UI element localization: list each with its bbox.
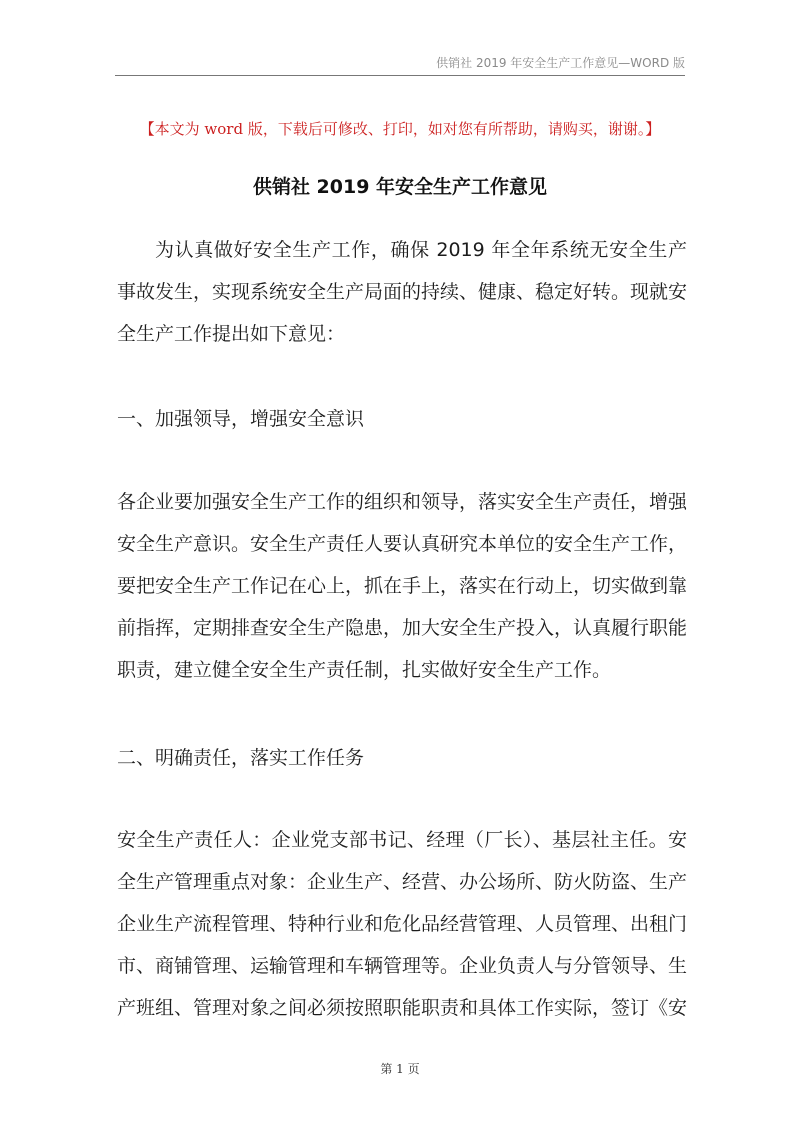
section-1-heading: 一、加强领导，增强安全意识 bbox=[117, 408, 365, 430]
section-1-body: 各企业要加强安全生产工作的组织和领导，落实安全生产责任，增强安全生产意识。安全生产责任人要认真研究本单位的安全生产工作，要把安全生产工作记在心上，抓在手上，落实在行动上，切实做到靠前指挥，定期排查安全生产隐患，加大安全生产投入，认真履行职能职责，建立健全安全生产责任制，扎实做好安全生产工作。 bbox=[117, 491, 688, 681]
page-number: 第 1 页 bbox=[380, 1062, 420, 1076]
header-divider bbox=[115, 75, 685, 76]
intro-paragraph: 为认真做好安全生产工作，确保 2019 年全年系统无安全生产事故发生，实现系统安全生产局面的持续、健康、稳定好转。现就安全生产工作提出如下意见： bbox=[117, 239, 688, 345]
purchase-notice: 【本文为 word 版，下载后可修改、打印，如对您有所帮助，请购买，谢谢。】 bbox=[139, 120, 661, 138]
section-2-heading: 二、明确责任，落实工作任务 bbox=[117, 747, 365, 769]
document-title: 供销社 2019 年安全生产工作意见 bbox=[252, 176, 548, 198]
running-header: 供销社 2019 年安全生产工作意见—WORD 版 bbox=[436, 56, 685, 70]
section-2-body: 安全生产责任人：企业党支部书记、经理（厂长）、基层社主任。安全生产管理重点对象：企业生产、经营、办公场所、防火防盗、生产企业生产流程管理、特种行业和危化品经营管理、人员管理、出租门市、商铺管理、运输管理和车辆管理等。企业负责人与分管领导、生产班组、管理对象之间必须按照职能职责和具体工作实际，签订《安 bbox=[117, 829, 688, 1019]
